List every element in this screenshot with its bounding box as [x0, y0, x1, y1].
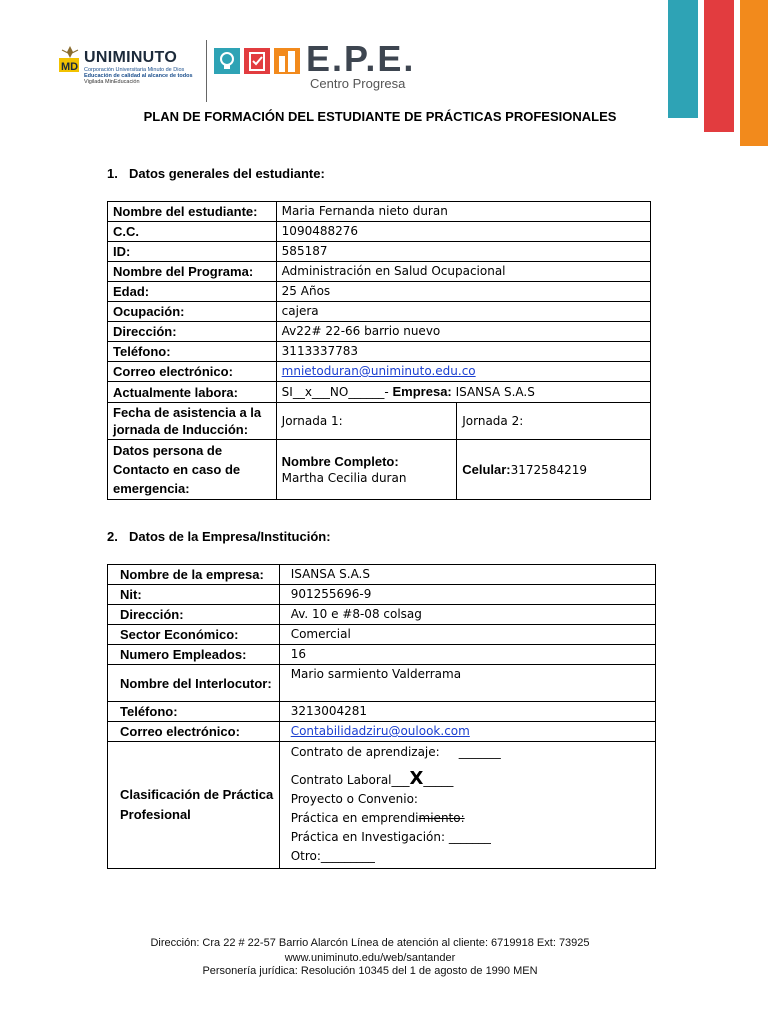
table-row [108, 322, 651, 342]
contact-name-value: Martha Cecilia duran [281, 470, 407, 485]
orange-bar [740, 0, 768, 146]
section-1-heading [107, 166, 325, 181]
option-laboral: Contrato Laboral___X_____ [290, 768, 454, 789]
empresa-value: ISANSA S.A.S [451, 385, 535, 399]
section-1-number: 1. [107, 166, 118, 181]
epe-subtitle: Centro Progresa [310, 76, 406, 91]
row-label: Teléfono: [108, 342, 277, 362]
uniminuto-logo [58, 44, 206, 100]
table-row [108, 382, 651, 403]
row-value: 3213004281 [279, 702, 655, 722]
lightbulb-icon [214, 48, 240, 74]
uniminuto-name: UNIMINUTO [84, 49, 178, 66]
table-row [108, 565, 656, 585]
table-row [108, 665, 656, 702]
empresa-label: Empresa: [392, 384, 452, 399]
row-label: Correo electrónico: [108, 722, 280, 742]
row-label: Clasificación de Práctica Profesional [108, 742, 280, 869]
page-title: PLAN DE FORMACIÓN DEL ESTUDIANTE DE PRÁCTICAS PROFESIONALES [143, 109, 617, 124]
row-value: Av22# 22-66 barrio nuevo [276, 322, 650, 342]
table-row [108, 702, 656, 722]
row-label: C.C. [108, 222, 277, 242]
row-value: 3113337783 [276, 342, 650, 362]
row-value [276, 362, 650, 382]
row-label: Edad: [108, 282, 277, 302]
row-label: Ocupación: [108, 302, 277, 322]
row-value: 16 [279, 645, 655, 665]
row-value: Mario sarmiento Valderrama [279, 665, 655, 702]
checklist-icon [244, 48, 270, 74]
company-data-table [107, 564, 656, 869]
footer-address: Dirección: Cra 22 # 22-57 Barrio Alarcón Línea de atención al cliente: 6719918 Ext: 73925 [150, 937, 590, 949]
row-value: 25 Años [276, 282, 650, 302]
row-value: Av. 10 e #8-08 colsag [279, 605, 655, 625]
row-label: Actualmente labora: [108, 382, 277, 403]
epe-name: E.P.E. [306, 38, 416, 79]
jornada-2: Jornada 2: [457, 403, 651, 440]
teal-bar [668, 0, 698, 118]
table-row [108, 242, 651, 262]
table-row [108, 202, 651, 222]
table-row [108, 403, 651, 440]
logo-divider [206, 40, 207, 102]
table-row [108, 222, 651, 242]
uniminuto-mark-icon [58, 44, 82, 74]
student-email-link[interactable]: mnietoduran@uniminuto.edu.co [281, 364, 476, 378]
row-label: Nombre del estudiante: [108, 202, 277, 222]
buildings-icon [274, 48, 300, 74]
footer-legal: Personería jurídica: Resolución 10345 del 1 de agosto de 1990 MEN [202, 965, 538, 977]
table-row [108, 742, 656, 869]
row-label: Nit: [108, 585, 280, 605]
row-label: Numero Empleados: [108, 645, 280, 665]
uniminuto-line2: Educación de calidad al alcance de todos [84, 73, 193, 79]
table-row [108, 722, 656, 742]
row-label: ID: [108, 242, 277, 262]
contact-phone-cell [457, 440, 651, 500]
section-2-number: 2. [107, 529, 118, 544]
table-row [108, 605, 656, 625]
contact-name-cell [276, 440, 457, 500]
table-row [108, 625, 656, 645]
row-value: cajera [276, 302, 650, 322]
row-value: 1090488276 [276, 222, 650, 242]
option-aprendizaje: Contrato de aprendizaje: _______ [290, 745, 501, 759]
row-value: Maria Fernanda nieto duran [276, 202, 650, 222]
table-row [108, 262, 651, 282]
contact-phone-label: Celular: [462, 461, 511, 477]
svg-text:MD: MD [61, 61, 79, 73]
uniminuto-line3: Vigilada MinEducación [84, 79, 140, 85]
row-value: ISANSA S.A.S [279, 565, 655, 585]
footer-website-link[interactable]: www.uniminuto.edu/web/santander [284, 952, 456, 964]
row-label: Correo electrónico: [108, 362, 277, 382]
row-value [279, 722, 655, 742]
row-label: Nombre del Programa: [108, 262, 277, 282]
row-value: 585187 [276, 242, 650, 262]
row-label: Nombre de la empresa: [108, 565, 280, 585]
option-proyecto: Proyecto o Convenio: [290, 792, 418, 806]
clasificacion-options [279, 742, 655, 869]
row-label: Sector Económico: [108, 625, 280, 645]
epe-logo [214, 38, 416, 94]
table-row [108, 362, 651, 382]
table-row [108, 342, 651, 362]
uniminuto-line1: Corporación Universitaria Minuto de Dios [84, 67, 185, 73]
option-emprendimiento: Práctica en emprendimiento: [290, 811, 465, 825]
student-data-table [107, 201, 651, 500]
contact-phone-value: 3172584219 [510, 462, 587, 477]
table-row [108, 302, 651, 322]
row-label: Teléfono: [108, 702, 280, 722]
row-label: Datos persona de Contacto en caso de emergencia: [108, 440, 277, 500]
row-value: Administración en Salud Ocupacional [276, 262, 650, 282]
laboral-mark: X [409, 768, 424, 789]
option-otro: Otro:_________ [290, 849, 375, 863]
option-investigacion: Práctica en Investigación: _______ [290, 830, 491, 844]
row-value: Comercial [279, 625, 655, 645]
table-row [108, 585, 656, 605]
table-row [108, 645, 656, 665]
section-1-title: Datos generales del estudiante: [129, 166, 325, 181]
section-2-title: Datos de la Empresa/Institución: [129, 529, 331, 544]
row-label: Dirección: [108, 605, 280, 625]
row-value [276, 382, 650, 403]
labora-value: SI__x___NO______- [281, 385, 393, 399]
row-label: Fecha de asistencia a la jornada de Inducción: [108, 403, 277, 440]
table-row [108, 440, 651, 500]
row-value: 901255696-9 [279, 585, 655, 605]
jornada-1: Jornada 1: [276, 403, 457, 440]
table-row [108, 282, 651, 302]
row-label: Dirección: [108, 322, 277, 342]
row-label: Nombre del Interlocutor: [108, 665, 280, 702]
section-2-heading [107, 529, 331, 544]
company-email-link[interactable]: Contabilidadziru@oulook.com [290, 724, 470, 738]
contact-name-label: Nombre Completo: [281, 453, 399, 469]
